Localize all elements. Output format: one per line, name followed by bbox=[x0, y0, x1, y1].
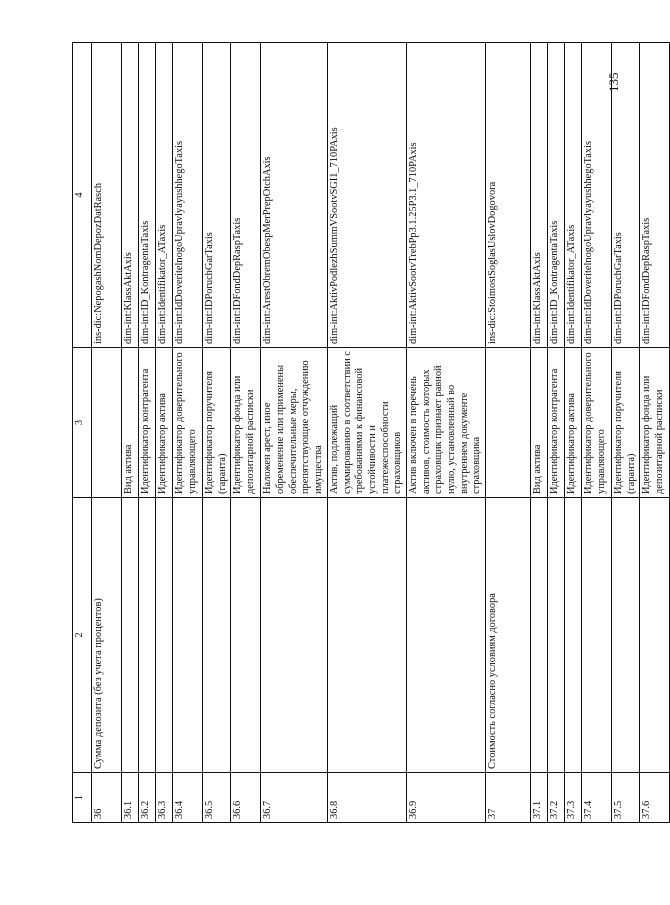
table-row bbox=[565, 43, 582, 823]
table-header-row bbox=[73, 43, 92, 823]
table-row bbox=[406, 43, 485, 823]
row-description: Вид актива bbox=[122, 348, 139, 498]
table-row bbox=[531, 43, 548, 823]
row-description: Идентификатор доверительного управляющего bbox=[173, 348, 203, 498]
row-number: 36 bbox=[92, 773, 122, 823]
row-name bbox=[640, 498, 670, 773]
row-number: 36.6 bbox=[231, 773, 261, 823]
row-number: 36.9 bbox=[406, 773, 485, 823]
row-number: 37.2 bbox=[548, 773, 565, 823]
row-number: 37.3 bbox=[565, 773, 582, 823]
row-code: dim-int:AktivPodlezhSummVSootvSGI1_710PAxis bbox=[327, 43, 406, 348]
row-description bbox=[92, 348, 122, 498]
row-description: Идентификатор актива bbox=[156, 348, 173, 498]
row-description: Наложен арест, иное обременение или применены обеспечительные меры, препятствующие отчуждению имущества bbox=[261, 348, 327, 498]
row-name bbox=[327, 498, 406, 773]
row-description: Актив, подлежащий суммированию в соответствии с требованиями к финансовой устойчивости и платежеспособности страховщиков bbox=[327, 348, 406, 498]
table-row bbox=[139, 43, 156, 823]
row-code: dim-int:IdDoveritelnogoUpravlyayushhegoTaxis bbox=[582, 43, 612, 348]
header-cell-2: 2 bbox=[73, 498, 92, 773]
table-row bbox=[486, 43, 531, 823]
row-code: ins-dic:StoimostSoglasUslovDogovora bbox=[486, 43, 531, 348]
row-number: 36.3 bbox=[156, 773, 173, 823]
row-name bbox=[406, 498, 485, 773]
row-description: Идентификатор доверительного управляющего bbox=[582, 348, 612, 498]
row-code: dim-int:ArestObremObespMerPrepOtchAxis bbox=[261, 43, 327, 348]
row-number: 37 bbox=[486, 773, 531, 823]
row-number: 36.5 bbox=[203, 773, 231, 823]
row-number: 36.7 bbox=[261, 773, 327, 823]
row-code: dim-int:IDPoruchGarTaxis bbox=[612, 43, 640, 348]
row-name: Стоимость согласно условиям договора bbox=[486, 498, 531, 773]
row-number: 37.5 bbox=[612, 773, 640, 823]
table-row bbox=[92, 43, 122, 823]
row-name bbox=[122, 498, 139, 773]
table-row bbox=[156, 43, 173, 823]
header-cell-1: 1 bbox=[73, 773, 92, 823]
row-code: dim-int:KlassAktAxis bbox=[122, 43, 139, 348]
table-row bbox=[173, 43, 203, 823]
table-row bbox=[612, 43, 640, 823]
row-number: 36.8 bbox=[327, 773, 406, 823]
table-row bbox=[203, 43, 231, 823]
row-code: ins-dic:NepogashNomDepozDatRasch bbox=[92, 43, 122, 348]
row-number: 36.4 bbox=[173, 773, 203, 823]
row-code: dim-int:Identifikator_ATaxis bbox=[156, 43, 173, 348]
row-number: 37.6 bbox=[640, 773, 670, 823]
row-name bbox=[203, 498, 231, 773]
row-code: dim-int:Identifikator_ATaxis bbox=[565, 43, 582, 348]
row-code: dim-int:IDFondDepRaspTaxis bbox=[231, 43, 261, 348]
data-table bbox=[72, 42, 670, 823]
row-description: Идентификатор фонда или депозитарной расписки bbox=[640, 348, 670, 498]
row-name bbox=[565, 498, 582, 773]
row-code: dim-int:ID_KontragentaTaxis bbox=[548, 43, 565, 348]
row-name bbox=[173, 498, 203, 773]
row-code: dim-int:IdDoveritelnogoUpravlyayushhegoTaxis bbox=[173, 43, 203, 348]
header-cell-4: 4 bbox=[73, 43, 92, 348]
table-row bbox=[640, 43, 670, 823]
row-code: dim-int:KlassAktAxis bbox=[531, 43, 548, 348]
row-name bbox=[582, 498, 612, 773]
row-description bbox=[486, 348, 531, 498]
row-name bbox=[531, 498, 548, 773]
table-row bbox=[261, 43, 327, 823]
row-description: Идентификатор контрагента bbox=[139, 348, 156, 498]
header-cell-3: 3 bbox=[73, 348, 92, 498]
row-description: Актив включен в перечень активов, стоимость которых страховщик признает равной нулю, установленный во внутреннем документе страховщика bbox=[406, 348, 485, 498]
row-name bbox=[139, 498, 156, 773]
row-name bbox=[612, 498, 640, 773]
table-row bbox=[327, 43, 406, 823]
row-number: 36.2 bbox=[139, 773, 156, 823]
row-description: Идентификатор контрагента bbox=[548, 348, 565, 498]
row-name bbox=[231, 498, 261, 773]
row-description: Идентификатор поручителя (гаранта) bbox=[612, 348, 640, 498]
row-name bbox=[548, 498, 565, 773]
row-number: 36.1 bbox=[122, 773, 139, 823]
row-description: Идентификатор поручителя (гаранта) bbox=[203, 348, 231, 498]
row-description: Идентификатор актива bbox=[565, 348, 582, 498]
table-row bbox=[582, 43, 612, 823]
row-name bbox=[261, 498, 327, 773]
row-description: Вид актива bbox=[531, 348, 548, 498]
table-row bbox=[231, 43, 261, 823]
row-name: Сумма депозита (без учета процентов) bbox=[92, 498, 122, 773]
row-number: 37.4 bbox=[582, 773, 612, 823]
row-description: Идентификатор фонда или депозитарной расписки bbox=[231, 348, 261, 498]
row-name bbox=[156, 498, 173, 773]
row-code: dim-int:IDFondDepRaspTaxis bbox=[640, 43, 670, 348]
row-code: dim-int:ID_KontragentaTaxis bbox=[139, 43, 156, 348]
table-row bbox=[122, 43, 139, 823]
row-code: dim-int:IDPoruchGarTaxis bbox=[203, 43, 231, 348]
table-row bbox=[548, 43, 565, 823]
page-number: 135 bbox=[606, 72, 621, 92]
row-number: 37.1 bbox=[531, 773, 548, 823]
row-code: dim-int:AktivSootvTrebPp3.1.25P3.1_710PAxis bbox=[406, 43, 485, 348]
